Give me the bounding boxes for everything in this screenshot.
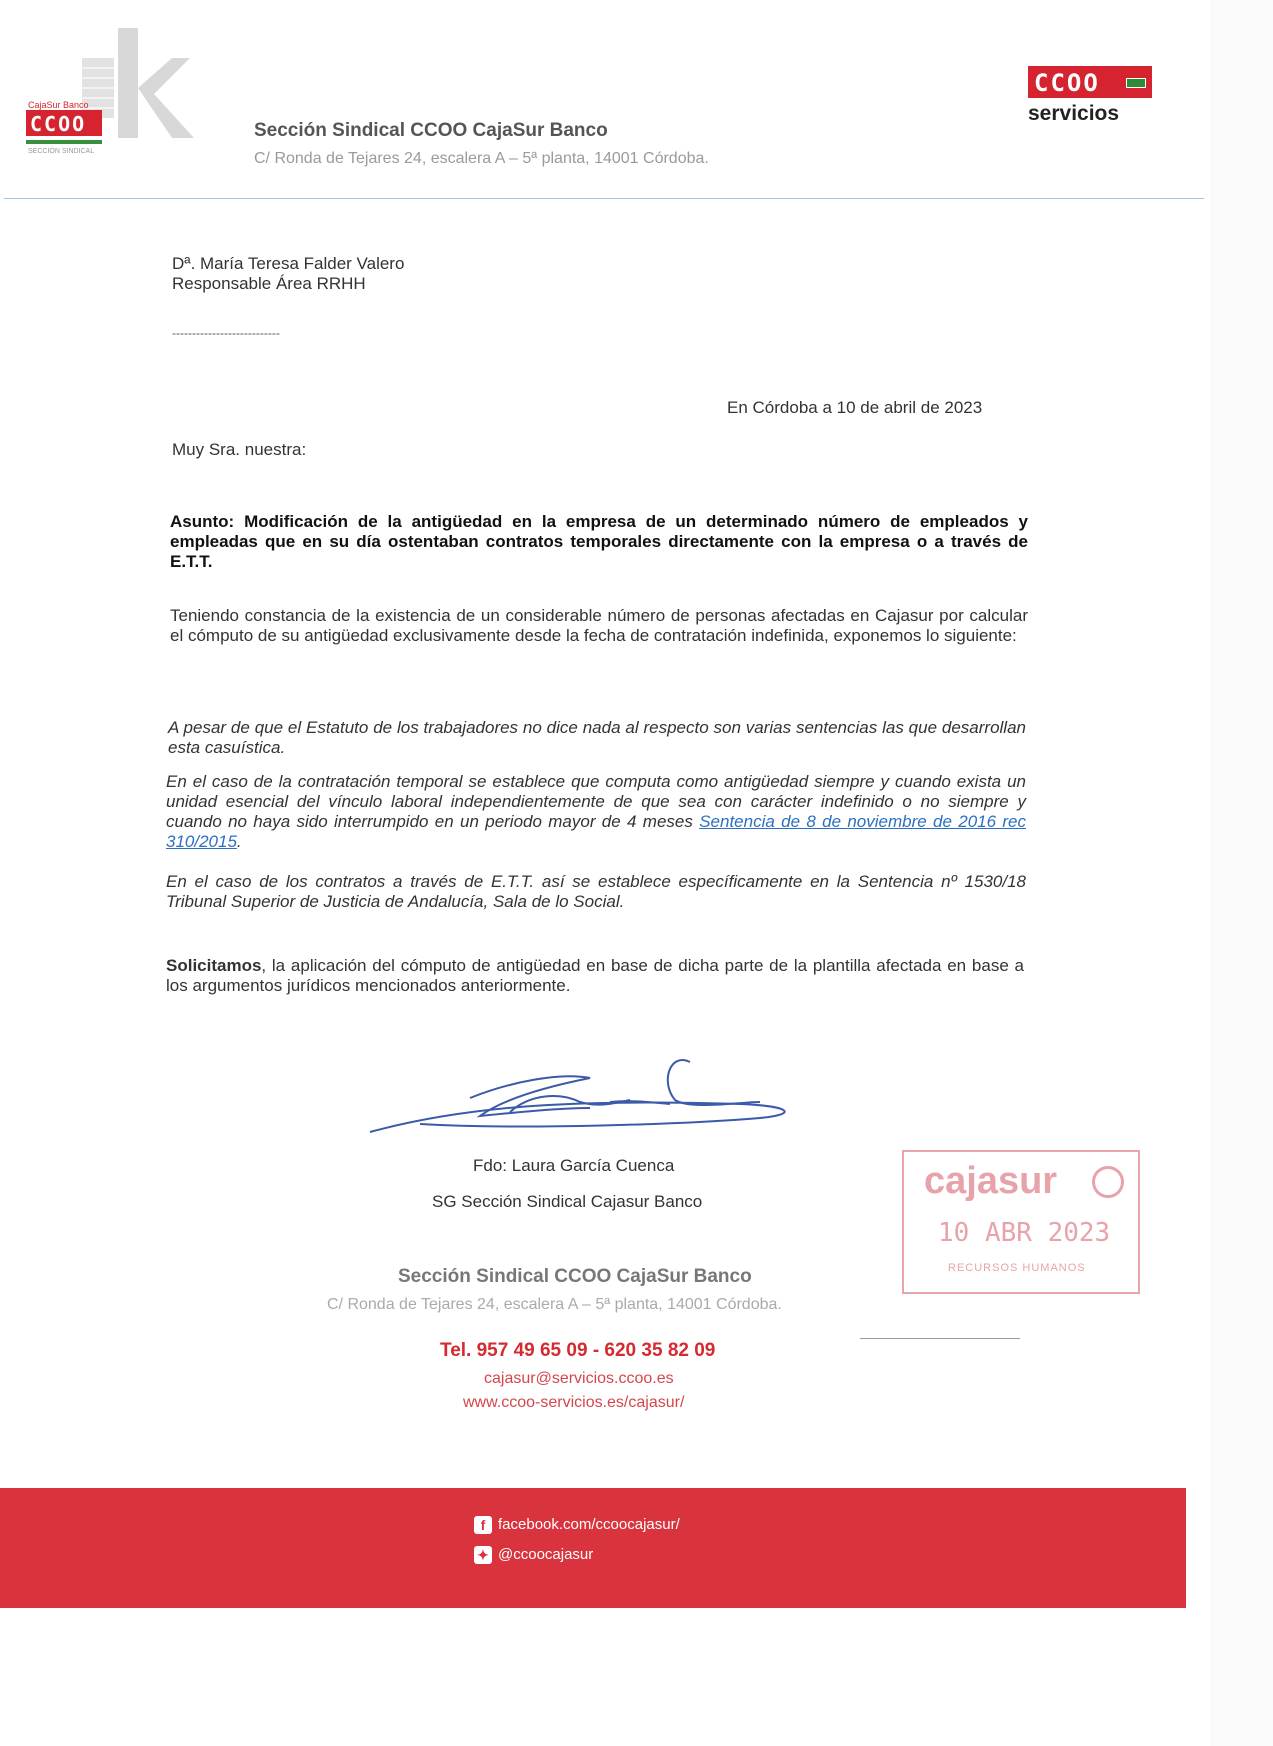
flag-icon xyxy=(1126,78,1146,88)
stamp-date: 10 ABR 2023 xyxy=(938,1218,1111,1248)
building-k-icon xyxy=(22,28,202,168)
italic-paragraph-3: En el caso de los contratos a través de E.T.T. así se establece específicamente en la Sentencia nº 1530/18 Tribunal Superior de Justicia de Andalucía, Sala de lo Social. xyxy=(166,872,1026,911)
signed-by: Fdo: Laura García Cuenca xyxy=(473,1156,675,1175)
twitter-link[interactable] xyxy=(474,1546,593,1564)
header-title: Sección Sindical CCOO CajaSur Banco xyxy=(254,120,608,141)
facebook-icon: f xyxy=(474,1516,492,1534)
request-text: , la aplicación del cómputo de antigüedad en base de dicha parte de la plantilla afectada en base a los argumentos jurídicos mencionados anteriormente. xyxy=(166,956,1024,995)
letter-date: En Córdoba a 10 de abril de 2023 xyxy=(727,398,983,417)
servicios-label: servicios xyxy=(1028,102,1120,125)
request-lead: Solicitamos xyxy=(166,956,262,975)
footer-address: C/ Ronda de Tejares 24, escalera A – 5ª planta, 14001 Córdoba. xyxy=(327,1296,782,1313)
handwritten-signature xyxy=(360,1042,820,1142)
sentencia-link[interactable]: Sentencia de 8 de noviembre de 2016 rec 310/2015 xyxy=(166,812,1026,851)
facebook-link[interactable] xyxy=(474,1516,680,1534)
stamp-underline xyxy=(860,1338,1020,1339)
stamp-department: RECURSOS HUMANOS xyxy=(948,1262,1086,1274)
footer-phone: Tel. 957 49 65 09 - 620 35 82 09 xyxy=(440,1340,716,1361)
recipient-block xyxy=(172,254,404,294)
twitter-icon: ✦ xyxy=(474,1546,492,1564)
header-address: C/ Ronda de Tejares 24, escalera A – 5ª planta, 14001 Córdoba. xyxy=(254,150,709,167)
salutation: Muy Sra. nuestra: xyxy=(172,440,307,459)
footer-email[interactable]: cajasur@servicios.ccoo.es xyxy=(484,1370,674,1387)
italic-paragraph-2-text: En el caso de la contratación temporal se establece que computa como antigüedad siempre y cuando exista un unidad esencial del vínculo laboral independientemente de que sea con carácter indefinido o no siempre y cuando no haya sido interrumpido en un periodo mayor de 4 meses xyxy=(166,772,1026,831)
header-divider xyxy=(4,198,1204,199)
logo-subtext: CajaSur Banco xyxy=(28,100,89,110)
logo-caption: SECCIÓN SINDICAL xyxy=(28,148,95,155)
italic-paragraph-2: En el caso de la contratación temporal se establece que computa como antigüedad siempre y cuando exista un unidad esencial del vínculo laboral independientemente de que sea con carácter indefinido o no siempre y cuando no haya sido interrumpido en un periodo mayor de 4 meses Sentencia de 8 de noviembre de 2016 rec 310/2015. xyxy=(166,772,1026,851)
ccoo-cajasur-logo xyxy=(22,28,202,168)
request-paragraph xyxy=(166,956,1024,996)
received-stamp xyxy=(902,1150,1140,1294)
ccoo-badge-text: CCOO xyxy=(1034,69,1100,97)
stamp-logo-icon xyxy=(1092,1166,1124,1198)
ccoo-servicios-logo xyxy=(1028,66,1154,128)
intro-paragraph: Teniendo constancia de la existencia de un considerable número de personas afectadas en Cajasur por calcular el cómputo de su antigüedad exclusivamente desde la fecha de contratación indefinida, exponemos lo siguiente: xyxy=(170,606,1028,645)
ccoo-badge xyxy=(1028,66,1152,98)
signer-position: SG Sección Sindical Cajasur Banco xyxy=(432,1192,703,1211)
dashed-line: --------------------------- xyxy=(172,326,280,340)
footer-social-band xyxy=(0,1488,1186,1608)
subject-line: Asunto: Modificación de la antigüedad en la empresa de un determinado número de empleados y empleadas que en su día ostentaban contratos temporales directamente con la empresa o a través de E.T.T. xyxy=(170,512,1028,571)
logo-text: CCOO xyxy=(30,112,87,136)
twitter-handle: @ccoocajasur xyxy=(498,1546,594,1563)
footer-title: Sección Sindical CCOO CajaSur Banco xyxy=(398,1266,752,1287)
stamp-brand: cajasur xyxy=(924,1160,1058,1202)
recipient-name: Dª. María Teresa Falder Valero xyxy=(172,254,405,273)
footer-website[interactable]: www.ccoo-servicios.es/cajasur/ xyxy=(463,1394,685,1411)
italic-paragraph-1: A pesar de que el Estatuto de los trabajadores no dice nada al respecto son varias sentencias las que desarrollan esta casuística. xyxy=(168,718,1026,757)
facebook-handle: facebook.com/ccoocajasur/ xyxy=(498,1516,680,1533)
recipient-role: Responsable Área RRHH xyxy=(172,274,366,293)
